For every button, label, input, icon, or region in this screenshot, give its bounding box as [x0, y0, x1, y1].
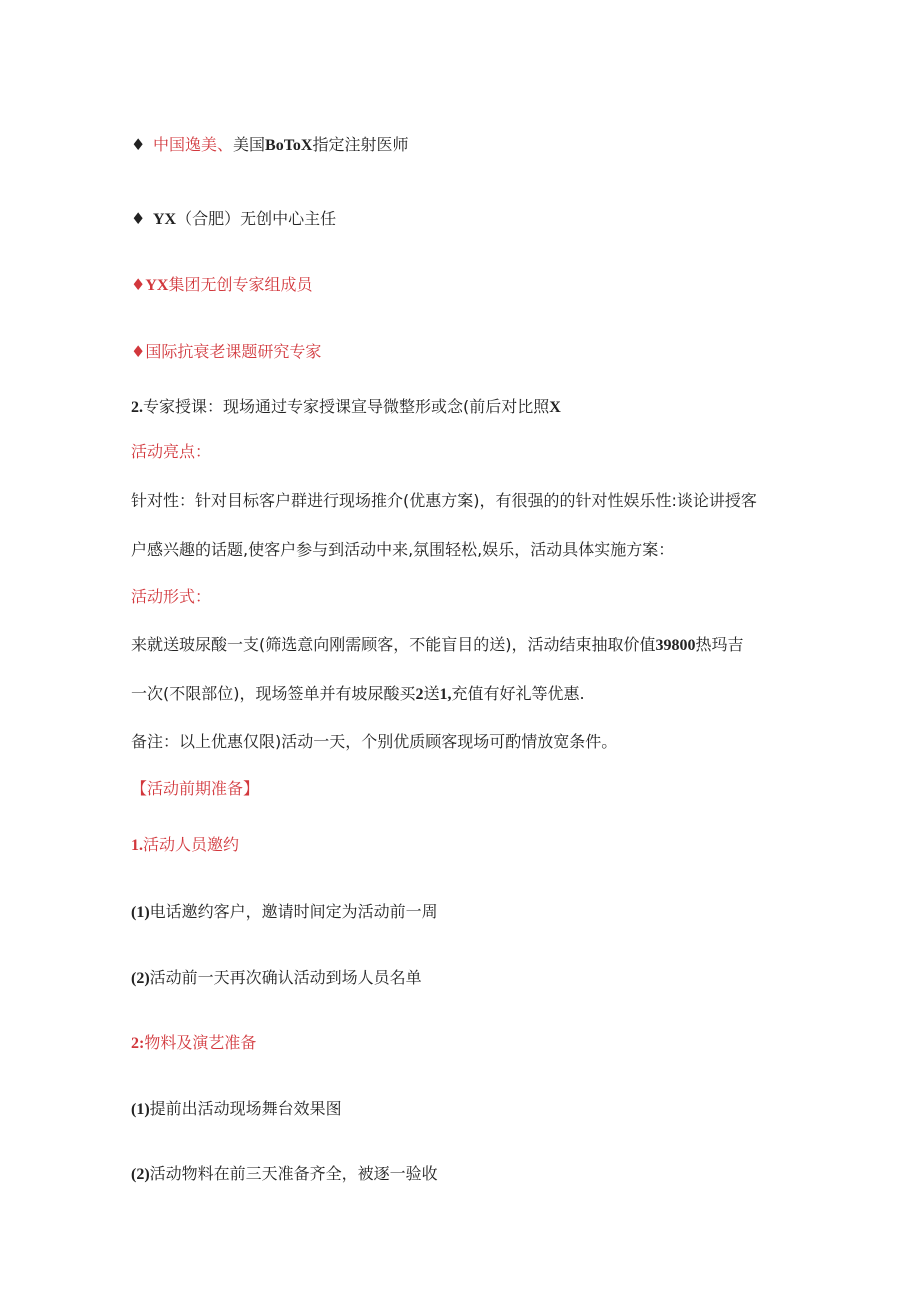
credential-dark-text: 美国 [233, 135, 266, 154]
credential-tail: 国际抗衰老课题研究专家 [145, 342, 322, 361]
credential-red-text: 中国逸美、 [153, 135, 234, 154]
format-text-tail: 充值有好礼等优惠. [451, 684, 585, 703]
credential-tail: 集团无创专家组成员 [168, 275, 313, 294]
format-text-mid: 送 [423, 684, 440, 703]
paragraph-format-1 [131, 634, 744, 657]
heading-activity-format: 活动形式： [131, 587, 212, 606]
list-item-stage-render [131, 1098, 342, 1121]
paragraph-remark: 备注：以上优惠仅限)活动一天，个别优质顾客现场可酌情放宽条件。 [131, 732, 618, 751]
credential-line-1 [131, 134, 408, 157]
format-number-2: 1, [439, 686, 452, 703]
format-number: 2 [415, 686, 424, 703]
section-expert-lecture [131, 396, 561, 419]
section-text-end: X [549, 399, 561, 416]
paragraph-targeting-1: 针对性：针对目标客户群进行现场推介(优惠方案)，有很强的的针对性娱乐性:谈论讲授客 [131, 491, 757, 510]
diamond-bullet-icon: ♦ [131, 342, 146, 361]
list-item-number: (1) [131, 904, 150, 921]
credential-tail: 指定注射医师 [312, 135, 409, 154]
list-item-text: 提前出活动现场舞台效果图 [149, 1099, 342, 1118]
credential-org: YX [145, 277, 169, 294]
list-item-number: (2) [131, 970, 150, 987]
format-text: 来就送玻尿酸一支(筛选意向刚需顾客，不能盲目的送)，活动结束抽取价值 [131, 635, 656, 654]
credential-brand: BoToX [265, 137, 313, 154]
heading-pre-activity-prep: 【活动前期准备】 [131, 779, 260, 798]
credential-line-3 [131, 274, 312, 297]
subheading-number: 1. [131, 837, 143, 854]
list-item-number: (2) [131, 1166, 150, 1183]
credential-tail: （合肥）无创中心主任 [176, 209, 337, 228]
diamond-bullet-icon: ♦ [131, 135, 146, 154]
list-item-text: 活动前一天再次确认活动到场人员名单 [149, 968, 422, 987]
subheading-text: 物料及演艺准备 [144, 1033, 257, 1052]
diamond-bullet-icon: ♦ [131, 209, 146, 228]
credential-org: YX [153, 211, 177, 228]
paragraph-targeting-2: 户感兴趣的话题,使客户参与到活动中来,氛围轻松,娱乐，活动具体实施方案： [131, 540, 675, 559]
format-text: 一次(不限部位)，现场签单并有坡尿酸买 [131, 684, 416, 703]
list-item-confirm-attendees [131, 967, 422, 990]
list-item-number: (1) [131, 1101, 150, 1118]
list-item-text: 电话邀约客户，邀请时间定为活动前一周 [149, 902, 438, 921]
section-text: 专家授课：现场通过专家授课宣导微整形或念(前后对比照 [143, 397, 550, 416]
heading-activity-highlights: 活动亮点： [131, 442, 212, 461]
format-price: 39800 [655, 637, 696, 654]
subheading-text: 活动人员邀约 [143, 835, 240, 854]
credential-line-2 [131, 208, 336, 231]
format-text-tail: 热玛吉 [695, 635, 744, 654]
section-number: 2. [131, 399, 143, 416]
paragraph-format-2 [131, 683, 585, 706]
subheading-materials [131, 1032, 256, 1055]
list-item-phone-invite [131, 901, 438, 924]
list-item-text: 活动物料在前三天准备齐全，被逐一验收 [149, 1164, 438, 1183]
subheading-number: 2: [131, 1035, 145, 1052]
subheading-invitations [131, 834, 239, 857]
list-item-materials-ready [131, 1163, 438, 1186]
diamond-bullet-icon: ♦ [131, 275, 146, 294]
credential-line-4 [131, 341, 321, 363]
